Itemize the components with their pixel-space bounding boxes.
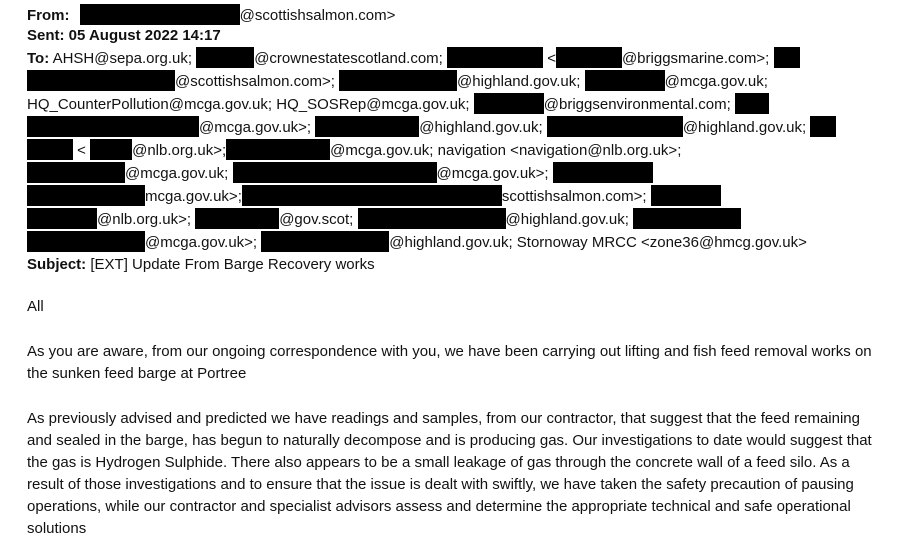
redaction [735, 93, 769, 114]
redaction [242, 185, 502, 206]
redaction [261, 231, 389, 252]
recipient: @highland.gov.uk; [419, 119, 543, 136]
greeting: All [27, 298, 44, 315]
recipient: mcga.gov.uk>; [145, 188, 242, 205]
redaction [27, 70, 175, 91]
sent-label: Sent: [27, 27, 65, 44]
redaction [27, 231, 145, 252]
redaction [585, 70, 665, 91]
to-line-7 [27, 185, 721, 207]
to-line-6 [27, 162, 653, 184]
redaction [80, 4, 240, 25]
redaction [633, 208, 741, 229]
from-line [27, 4, 395, 26]
to-line-8 [27, 208, 741, 230]
to-line-5 [27, 139, 681, 161]
redaction [556, 47, 622, 68]
redaction [196, 47, 254, 68]
body-paragraph-1: As you are aware, from our ongoing correspondence with you, we have been carrying out lifting and fish feed removal works on the sunken feed barge at Portree [27, 343, 872, 382]
redaction [27, 116, 199, 137]
redaction [810, 116, 836, 137]
body-paragraph-2: As previously advised and predicted we have readings and samples, from our contractor, that suggest that the feed remaining and sealed in the barge, has begun to naturally decompose and is producing gas. Our investigations to date would suggest that the gas is Hydrogen Sulphide. There also appears to be a small leakage of gas through the concrete wall of a feed silo. As a result of those investigations and to ensure that the issue is dealt with swiftly, we have taken the safety precaution of pausing operations, while our contractor and specialist advisors assess and determine the appropriate technical and safe operational solutions [27, 410, 872, 537]
recipient: @highland.gov.uk; Stornoway MRCC <zone36@hmcg.gov.uk> [389, 234, 807, 251]
redaction [547, 116, 683, 137]
recipient: scottishsalmon.com>; [501, 188, 647, 205]
redaction [553, 162, 653, 183]
recipient: @mcga.gov.uk; navigation <navigation@nlb.org.uk>; [330, 142, 682, 159]
recipient: @mcga.gov.uk>; [145, 234, 258, 251]
redaction [90, 139, 132, 160]
to-line-9 [27, 231, 807, 253]
redaction [651, 185, 721, 206]
redaction [315, 116, 419, 137]
recipient: @crownestatescotland.com; [254, 50, 443, 67]
recipient: @highland.gov.uk; [457, 73, 581, 90]
from-address-domain: @scottishsalmon.com> [239, 7, 396, 24]
sent-line [27, 25, 221, 47]
recipient: @highland.gov.uk; [682, 119, 807, 136]
redaction [27, 162, 125, 183]
subject-label: Subject: [27, 256, 87, 273]
redaction [339, 70, 457, 91]
redaction [195, 208, 279, 229]
redaction [27, 139, 73, 160]
subject-line [27, 254, 375, 276]
redaction [226, 139, 330, 160]
subject-value: [EXT] Update From Barge Recovery works [90, 256, 375, 273]
recipient: @briggsenvironmental.com; [543, 96, 731, 113]
redaction [233, 162, 437, 183]
recipient: @mcga.gov.uk; [664, 73, 768, 90]
redaction [27, 208, 97, 229]
recipient: @mcga.gov.uk; [125, 165, 229, 182]
to-line-4 [27, 116, 836, 138]
recipient: @highland.gov.uk; [505, 211, 629, 228]
recipient: @scottishsalmon.com>; [175, 73, 335, 90]
recipient: @mcga.gov.uk>; [199, 119, 312, 136]
redaction [774, 47, 800, 68]
recipient: @nlb.org.uk>; [97, 211, 192, 228]
recipient: AHSH@sepa.org.uk; [52, 50, 193, 67]
redaction [447, 47, 543, 68]
to-label: To: [27, 50, 50, 67]
sent-value: 05 August 2022 14:17 [68, 27, 221, 44]
to-line-1 [27, 47, 800, 69]
recipient: @mcga.gov.uk>; [436, 165, 549, 182]
recipient: @nlb.org.uk>; [132, 142, 227, 159]
recipient: HQ_CounterPollution@mcga.gov.uk; HQ_SOSRep@mcga.gov.uk; [27, 96, 470, 113]
recipient: < [547, 50, 556, 67]
to-line-3 [27, 93, 769, 115]
recipient: @briggsmarine.com>; [621, 50, 770, 67]
redaction [358, 208, 506, 229]
from-label: From: [27, 7, 70, 24]
redaction [27, 185, 145, 206]
recipient: @gov.scot; [279, 211, 354, 228]
recipient: < [77, 142, 86, 159]
to-line-2 [27, 70, 768, 92]
redaction [474, 93, 544, 114]
